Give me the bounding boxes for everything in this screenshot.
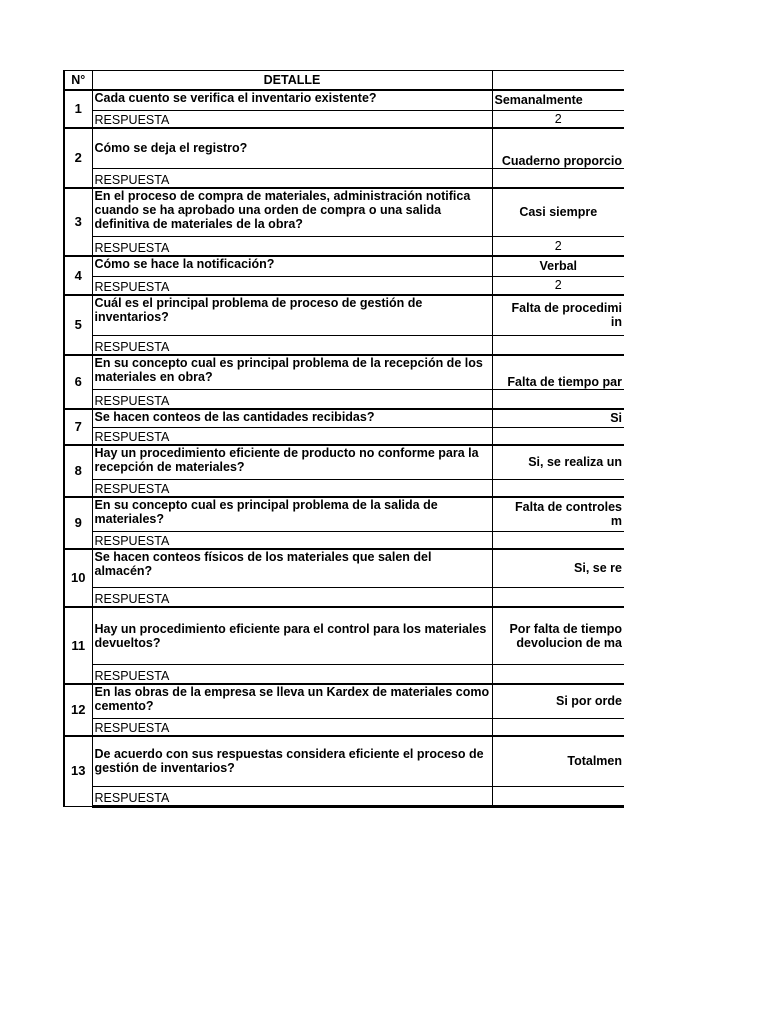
table-header-row [64, 71, 624, 91]
question-text: Hay un procedimiento eficiente para el control para los materiales devueltos? [92, 607, 492, 664]
table-row [64, 188, 624, 236]
answer-text-line2: m [610, 514, 622, 529]
question-text: Se hacen conteos de las cantidades recibidas? [92, 409, 492, 427]
answer-text: Si por orde [492, 684, 624, 718]
row-number: 6 [64, 355, 92, 409]
answer-text: Falta de procedimi [511, 301, 622, 316]
answer-text: Por falta de tiempo [509, 621, 622, 636]
response-row [64, 427, 624, 445]
question-text: En el proceso de compra de materiales, administración notifica cuando se ha aprobado una orden de compra o una salida definitiva de materiales de la obra? [92, 188, 492, 236]
answer-text: Semanalmente [492, 90, 624, 110]
question-text: Cómo se deja el registro? [92, 128, 492, 168]
response-row [64, 276, 624, 295]
row-number: 9 [64, 497, 92, 549]
header-detail: DETALLE [92, 71, 492, 91]
row-number: 3 [64, 188, 92, 256]
header-number: N° [64, 71, 92, 91]
table-row [64, 497, 624, 531]
table-row [64, 684, 624, 718]
response-label: RESPUESTA [92, 168, 492, 188]
response-value: 2 [492, 276, 624, 295]
response-label: RESPUESTA [92, 335, 492, 355]
question-text: Cómo se hace la notificación? [92, 256, 492, 276]
response-row [64, 718, 624, 736]
answer-text: Falta de tiempo par [492, 355, 624, 389]
response-value [492, 335, 624, 355]
table-row [64, 90, 624, 110]
answer-text: Verbal [492, 256, 624, 276]
answer-text: Totalmen [492, 736, 624, 786]
response-row [64, 110, 624, 128]
response-label: RESPUESTA [92, 276, 492, 295]
row-number: 8 [64, 445, 92, 497]
question-text: Cuál es el principal problema de proceso de gestión de inventarios? [92, 295, 492, 335]
answer-text: Falta de controles [515, 500, 622, 515]
response-value [492, 587, 624, 607]
question-text: Cada cuento se verifica el inventario existente? [92, 90, 492, 110]
response-row [64, 531, 624, 549]
answer-text: Si, se re [492, 549, 624, 587]
response-value [492, 168, 624, 188]
table-row [64, 445, 624, 479]
row-number: 10 [64, 549, 92, 607]
answer-text: Casi siempre [492, 188, 624, 236]
response-value: 2 [492, 110, 624, 128]
table-row [64, 409, 624, 427]
answer-text-line2: devolucion de ma [516, 635, 622, 650]
response-row [64, 389, 624, 409]
table-row [64, 549, 624, 587]
answer-cell [492, 295, 624, 335]
row-number: 11 [64, 607, 92, 684]
answer-cell [492, 607, 624, 664]
response-row [64, 664, 624, 684]
response-label: RESPUESTA [92, 587, 492, 607]
survey-table [63, 70, 624, 808]
answer-text: Si [492, 409, 624, 427]
response-row [64, 236, 624, 256]
question-text: Se hacen conteos físicos de los materiales que salen del almacén? [92, 549, 492, 587]
response-row [64, 786, 624, 806]
answer-text: Cuaderno proporcio [492, 128, 624, 168]
response-value [492, 718, 624, 736]
response-label: RESPUESTA [92, 718, 492, 736]
row-number: 1 [64, 90, 92, 128]
row-number: 7 [64, 409, 92, 445]
response-value: 2 [492, 236, 624, 256]
row-number: 5 [64, 295, 92, 355]
inventory-survey-sheet [63, 70, 623, 808]
table-row [64, 295, 624, 335]
response-value [492, 389, 624, 409]
answer-text-line2: in [610, 315, 622, 330]
response-row [64, 168, 624, 188]
table-row [64, 736, 624, 786]
response-row [64, 479, 624, 497]
question-text: En las obras de la empresa se lleva un Kardex de materiales como cemento? [92, 684, 492, 718]
row-number: 4 [64, 256, 92, 295]
table-row [64, 607, 624, 664]
response-value [492, 664, 624, 684]
response-value [492, 786, 624, 806]
response-value [492, 427, 624, 445]
response-value [492, 531, 624, 549]
response-label: RESPUESTA [92, 236, 492, 256]
answer-cell [492, 497, 624, 531]
row-number: 13 [64, 736, 92, 806]
response-label: RESPUESTA [92, 110, 492, 128]
row-number: 12 [64, 684, 92, 736]
response-label: RESPUESTA [92, 389, 492, 409]
row-number: 2 [64, 128, 92, 188]
answer-text: Si, se realiza un [492, 445, 624, 479]
response-label: RESPUESTA [92, 479, 492, 497]
response-label: RESPUESTA [92, 664, 492, 684]
response-row [64, 587, 624, 607]
response-label: RESPUESTA [92, 786, 492, 806]
response-row [64, 335, 624, 355]
table-row [64, 355, 624, 389]
question-text: De acuerdo con sus respuestas considera eficiente el proceso de gestión de inventarios? [92, 736, 492, 786]
table-row [64, 256, 624, 276]
response-label: RESPUESTA [92, 531, 492, 549]
question-text: En su concepto cual es principal problema de la salida de materiales? [92, 497, 492, 531]
question-text: En su concepto cual es principal problema de la recepción de los materiales en obra? [92, 355, 492, 389]
response-label: RESPUESTA [92, 427, 492, 445]
table-row [64, 128, 624, 168]
response-value [492, 479, 624, 497]
header-answer [492, 71, 624, 91]
question-text: Hay un procedimiento eficiente de producto no conforme para la recepción de materiales? [92, 445, 492, 479]
